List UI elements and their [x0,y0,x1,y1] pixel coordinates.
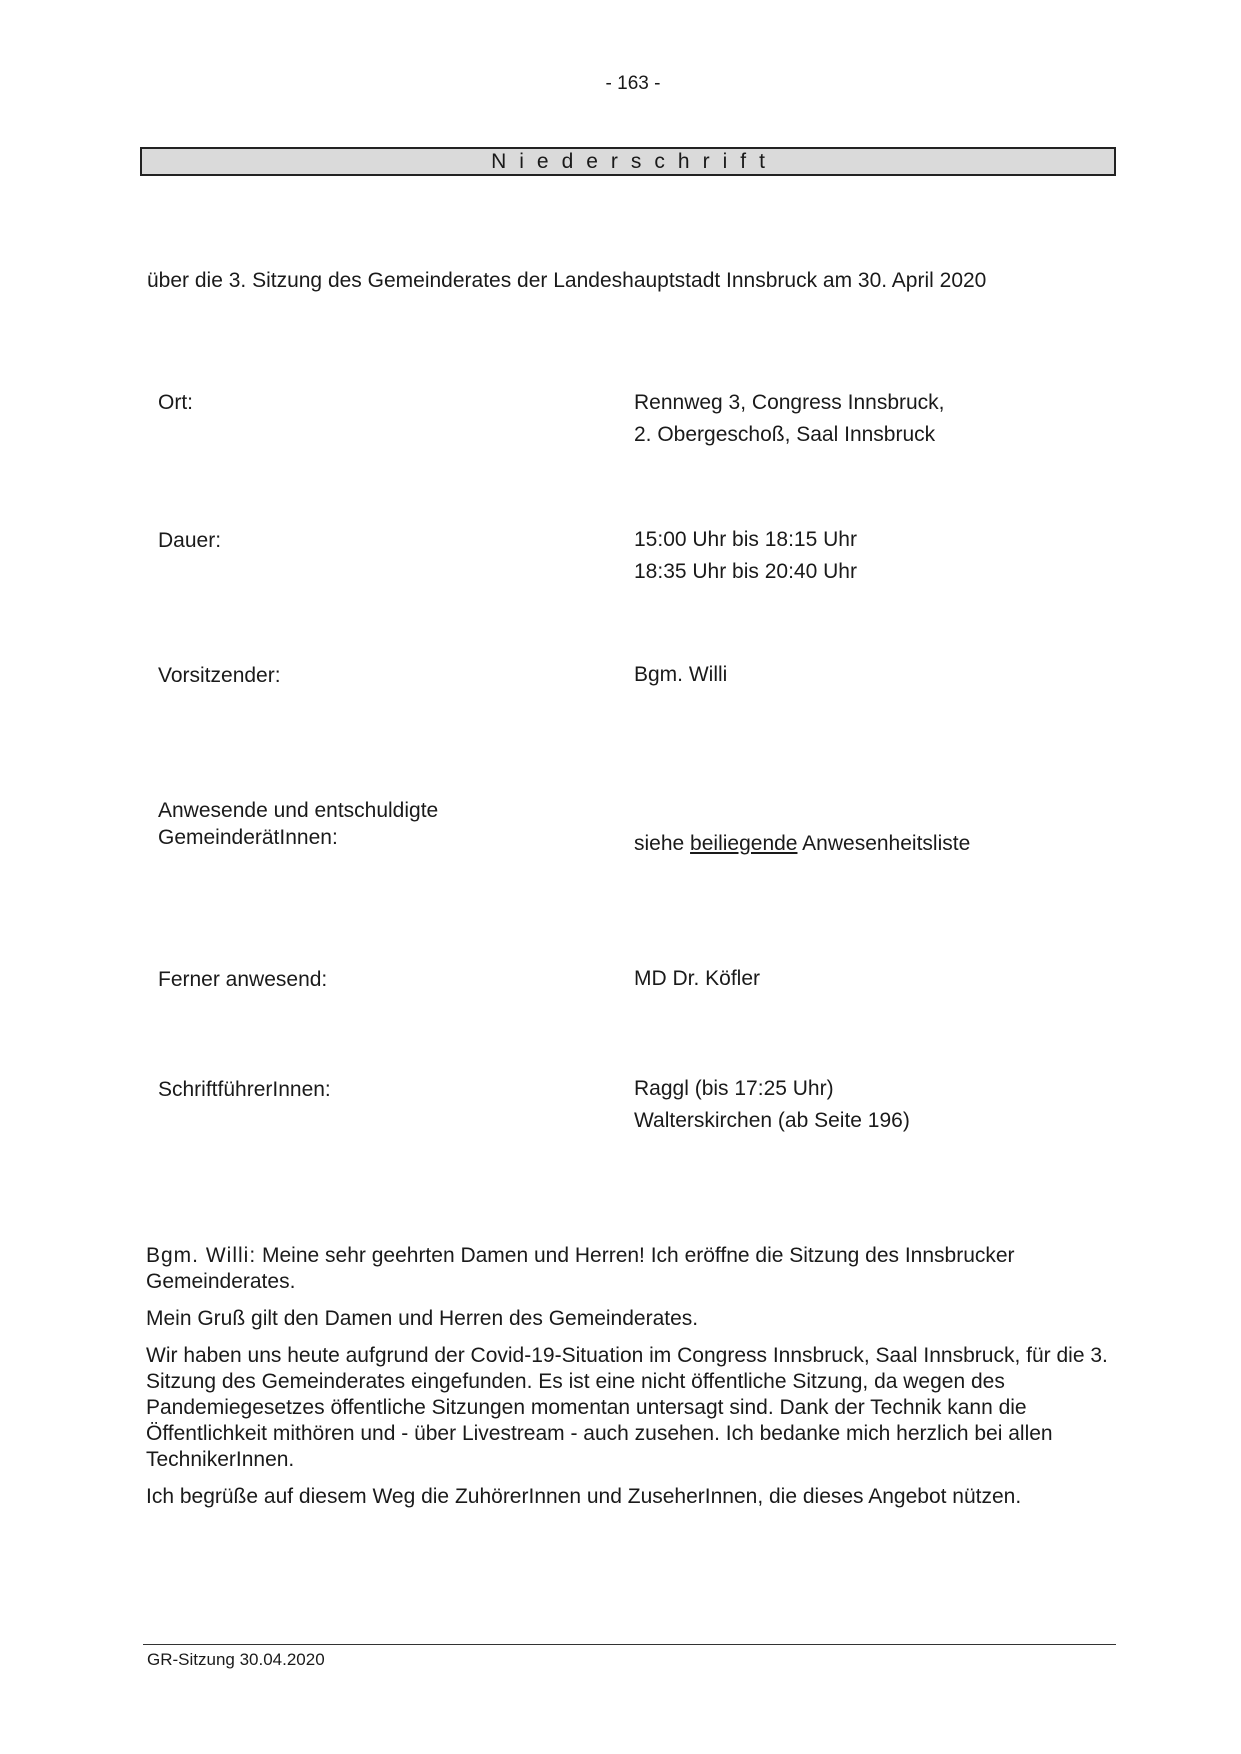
footer-divider [143,1644,1116,1645]
anwesende-label-line-1: Anwesende und entschuldigte [158,799,439,822]
speaker-name: Bgm. Willi: [146,1244,257,1267]
vorsitzender-value: Bgm. Willi [634,663,728,686]
speech-paragraph-2: Mein Gruß gilt den Damen und Herren des Gemeinderates. [146,1307,699,1330]
ort-label: Ort: [158,391,193,414]
schriftfuehrer-line-2: Walterskirchen (ab Seite 196) [634,1109,910,1132]
ferner-label: Ferner anwesend: [158,968,328,991]
anwesende-label [158,797,438,851]
anwesende-value-suffix: Anwesenheitsliste [797,832,971,855]
speech-paragraph-1-text: Meine sehr geehrten Damen und Herren! Ich eröffne die Sitzung des Innsbrucker Gemeinderates. [146,1244,1015,1293]
footer-text: GR-Sitzung 30.04.2020 [147,1650,325,1669]
speech-paragraph-3: Wir haben uns heute aufgrund der Covid-19-Situation im Congress Innsbruck, Saal Innsbruck, für die 3. Sitzung des Gemeinderates eingefunden. Es ist eine nicht öffentliche Sitzung, da wegen des Pandemiegesetzes öffentliche Sitzungen momentan untersagt sind. Dank der Technik kann die Öffentlichkeit mithören und - über Livestream - auch zusehen. Ich bedanke mich herzlich bei allen TechnikerInnen. [146,1344,1108,1471]
page-number: - 163 - [605,73,661,94]
vorsitzender-label: Vorsitzender: [158,664,281,687]
speech-body [146,1243,1116,1521]
dauer-line-2: 18:35 Uhr bis 20:40 Uhr [634,560,857,583]
dauer-value [634,524,857,588]
ferner-value: MD Dr. Köfler [634,967,761,990]
schriftfuehrer-line-1: Raggl (bis 17:25 Uhr) [634,1077,834,1100]
anwesende-value [634,828,970,860]
anwesende-value-underlined: beiliegende [690,832,798,855]
ort-value [634,387,945,451]
session-intro: über die 3. Sitzung des Gemeinderates der Landeshauptstadt Innsbruck am 30. April 2020 [147,269,987,292]
anwesende-value-prefix: siehe [634,832,691,855]
anwesende-label-line-2: GemeinderätInnen: [158,826,338,849]
speech-paragraph-4: Ich begrüße auf diesem Weg die ZuhörerInnen und ZuseherInnen, die dieses Angebot nützen. [146,1485,1022,1508]
speech-paragraph-1 [146,1243,1116,1295]
schriftfuehrer-label: SchriftführerInnen: [158,1078,331,1101]
ort-line-2: 2. Obergeschoß, Saal Innsbruck [634,423,936,446]
schriftfuehrer-value [634,1073,910,1137]
dauer-line-1: 15:00 Uhr bis 18:15 Uhr [634,528,857,551]
dauer-label: Dauer: [158,529,222,552]
ort-line-1: Rennweg 3, Congress Innsbruck, [634,391,945,414]
document-title: Niederschrift [140,147,1116,176]
